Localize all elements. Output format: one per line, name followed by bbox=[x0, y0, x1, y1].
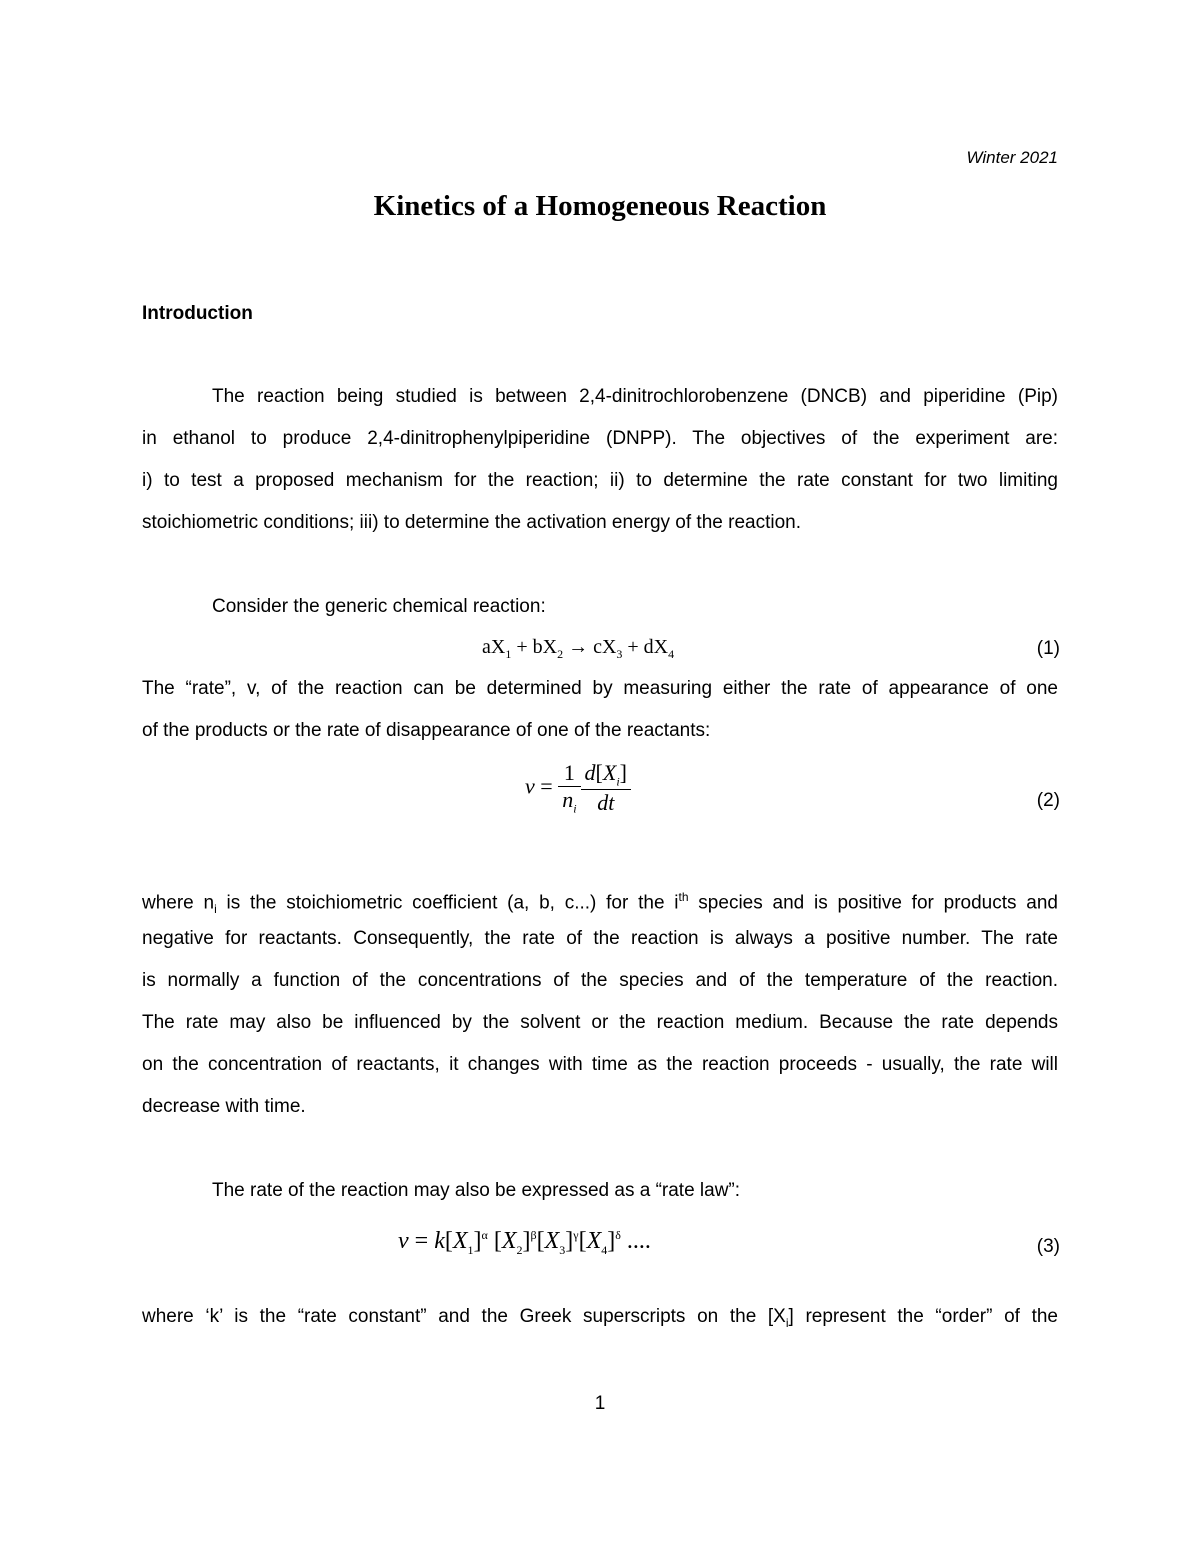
text-line: negative for reactants. Consequently, the rate of the reaction is always a positive number. The rate bbox=[142, 928, 1058, 949]
section-heading: Introduction bbox=[142, 303, 253, 324]
text-line: where $n_i$ is the stoichiometric coefficient (a, b, c...) for the $i^{th}$ species and is positive for products and bbox=[142, 890, 1058, 917]
term-label: Winter 2021 bbox=[966, 148, 1058, 167]
equation-number: (1) bbox=[1036, 638, 1060, 659]
text-line: decrease with time. bbox=[142, 1096, 306, 1117]
equation-number: (3) bbox=[1036, 1236, 1060, 1257]
text-line: The rate of the reaction may also be expressed as a “rate law”: bbox=[212, 1180, 741, 1201]
text-line: is normally a function of the concentrations of the species and of the temperature of the reaction. bbox=[142, 970, 1058, 991]
text-line: where ‘k’ is the “rate constant” and the Greek superscripts on the $[X_i]$ represent the “order” of the bbox=[142, 1306, 1058, 1330]
text-line: in ethanol to produce 2,4-dinitrophenylpiperidine (DNPP). The objectives of the experiment are: bbox=[142, 428, 1058, 449]
equation-1: $aX_1 + bX_2 \to cX_3 + dX_4$ bbox=[482, 636, 675, 661]
page-number: 1 bbox=[594, 1393, 606, 1414]
text-line: on the concentration of reactants, it changes with time as the reaction proceeds - usually, the rate will bbox=[142, 1054, 1058, 1075]
equation-3: $v = k[X_1]^\alpha$ $[X_2]^\beta[X_3]^\gamma[X_4]^\delta$ .... bbox=[398, 1228, 651, 1257]
text-line: The “rate”, v, of the reaction can be determined by measuring either the rate of appearance of one bbox=[142, 678, 1058, 699]
equation-number: (2) bbox=[1036, 790, 1060, 811]
text-line: The rate may also be influenced by the solvent or the reaction medium. Because the rate depends bbox=[142, 1012, 1058, 1033]
text-line: The reaction being studied is between 2,4-dinitrochlorobenzene (DNCB) and piperidine (Pip) bbox=[212, 386, 1058, 407]
text-line: i) to test a proposed mechanism for the reaction; ii) to determine the rate constant for two limiting bbox=[142, 470, 1058, 491]
document-title: Kinetics of a Homogeneous Reaction bbox=[373, 190, 827, 222]
text-line: stoichiometric conditions; iii) to determine the activation energy of the reaction. bbox=[142, 512, 801, 533]
equation-2: v = $\frac{1}{n_i}$ $\frac{d[X_i]}{dt}$ bbox=[525, 760, 631, 816]
text-line: Consider the generic chemical reaction: bbox=[212, 596, 546, 617]
text-line: of the products or the rate of disappearance of one of the reactants: bbox=[142, 720, 711, 741]
